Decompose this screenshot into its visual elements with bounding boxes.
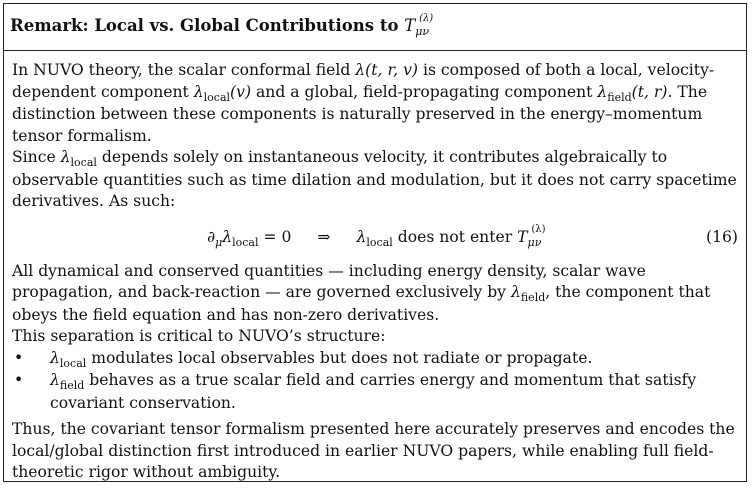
paragraph-intro: In NUVO theory, the scalar conformal field λ(t, r, v) is composed of both a local, velocity-dependent component $\lambda_{local}(v)$ and a global, field-propagating component $\lambda_{field}(t$, r). The distinction between these components is naturally preserved in the energy–momentum tensor formalism. [12, 61, 715, 145]
equation-number: (16) [705, 227, 738, 246]
paragraph-local: Since $\lambda_{local}$ depends solely on instantaneous velocity, it contributes algebraically to observable quantities such as time dilation and modulation, but it does not carry spacetime derivatives. As such: [12, 148, 737, 210]
paragraph-conclusion: Thus, the covariant tensor formalism presented here accurately preserves and encodes the local/global distinction first introduced in earlier NUVO papers, while enabling full field-theoretic rigor without ambiguity. [12, 420, 735, 481]
list-item: • $\lambda_{field}$ behaves as a true scalar field and carries energy and momentum that satisfy covariant conservation. [14, 371, 697, 412]
remark-header [4, 4, 746, 51]
title-tensor: $T_{\mu\nu}^{(\lambda)}$ [404, 13, 434, 38]
remark-title: Remark: Local vs. Global Contributions to $T_{\mu\nu}^{(\lambda)}$ [10, 13, 434, 38]
equation-16 [12, 217, 738, 259]
paragraph-field: All dynamical and conserved quantities — including energy density, scalar wave propagation, and back-reaction — are governed exclusively by $\lambda_{field}$, the component that obeys the field equation and has non-zero derivatives. [12, 261, 711, 324]
bullet-list [12, 348, 738, 415]
remark-body [12, 60, 738, 484]
remark-box [3, 3, 747, 482]
equation-body: $\partial_\mu\lambda_{local} = 0$ ⇒ $\lambda_{local}$ does not enter $T_{\mu\nu}^{(\lambda)}$ [207, 223, 546, 249]
list-item: • $\lambda_{local}$ modulates local observables but does not radiate or propagate. [14, 348, 593, 370]
paragraph-separation: This separation is critical to NUVO’s structure: [12, 327, 386, 345]
